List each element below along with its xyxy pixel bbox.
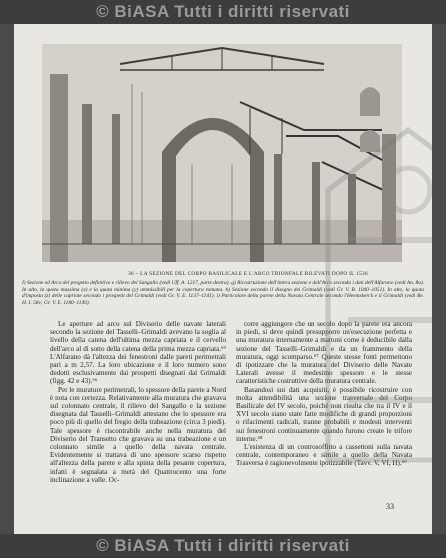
top-banner-text: © BiASA Tutti i diritti riservati — [96, 2, 350, 21]
book-page — [14, 24, 432, 534]
paragraph: Le aperture ad arco sul Diviserio delle navate laterali secondo la sezione del Tasselli–Grimaldi avevano la soglia al livello della catena dell'ultima mezza capriata e il cervello dell'arco al di sotto della catena della prima mezza capriata.⁶⁹ L'Alfarano dà l'altezza dei fenestroni dalle pareti perimetrali pari a m 2,57. La loro ubicazione e il loro numero sono dedotti esclusivamente dai prospetti disegnati dal Grimaldi (figg. 42 e 43).⁶⁶ — [50, 320, 226, 386]
bottom-banner-text: © BiASA Tutti i diritti riservati — [96, 536, 350, 555]
top-copyright-banner — [0, 0, 446, 24]
paragraph: L'esistenza di un controsoffitto a cassettoni sulla navata centrale, contemporaneo e simile a quello della Navata Trasversa è ragionevolmente ipotizzabile (Tavv. V, VI, H).⁶⁹ — [236, 443, 412, 468]
text-column-left — [50, 320, 226, 484]
figure-caption: I) Sezione ed Arco del progetto definitivo e rilievo del Sangallo (vedi Uff. A. 1217, parte destra). g) Ricostruzione dell'intera sezione e dell'Arco secondo i dati dell'Alfarano (vedi An. 8a). In alto, la quota massima (x) e la quota minima (y) ammissibili per la copertura romana. h) Sezione secondo il disegno dei Grimaldi (vedi Gr. V. B. 1040–1051). In alto, la quota d'imposta (z) delle capriate secondo i prospetti del Grimaldi (vedi Gr. V. E. 1137–1141). i) Particolare della parete della Navata Centrale secondo l'Heemskerck e il Grimaldi (vedi Be. H. I. 58v; Gr. V. E. 1180–1149). — [22, 280, 424, 306]
paragraph: corre aggiungere che un secolo dopo la parete era ancora in piedi, si deve quindi presupporre un'esecuzione perfetta e una muratura internamente a mattoni come è deducibile dalla sezione del Tasselli–Grimaldi e da un frammento della muratura, oggi scomparso.⁶⁷ Queste stesse fonti permettono di ipotizzare che la muratura del Diviserio delle Navate Laterali avesse il medesimo spessore e le stesse caratteristiche costruttive della muratura centrale. — [236, 320, 412, 386]
architectural-section-drawing — [42, 44, 402, 262]
basilica-section-illustration — [42, 44, 402, 262]
text-column-right — [236, 320, 412, 468]
figure-title: 36 – LA SEZIONE DEL CORPO BASILICALE E L'ARCO TRIONFALE RILEVATI DOPO IL 1536 — [128, 271, 368, 277]
paragraph: Basandosi sui dati acquisiti, è possibile ricostruire con molta attendibilità una sezione trasversale del Corpo Basilicale del IV secolo, poiché non risulta che tra il IV e il XVI secolo siano state fatte modifiche di grandi proporzioni o rifacimenti radicali, tranne probabili e modesti interventi sui fenestroni continuamente quando furono create le trifore interne.⁶⁸ — [236, 385, 412, 443]
paragraph: Per le murature perimetrali, lo spessore della parete a Nord è nota con certezza. Relativamente alla muratura che gravava sul colonnato centrale, il rilievo del Sangallo e la sezione disegnata dal Tasselli–Grimaldi attestano che lo spessore era poco più di quello del fregio della trabeazione (circa 3 piedi). Tale spessore è riscontrabile anche nella muratura del Diviserio del Transetto che gravava su una trabeazione e un colonnato simile a quello della navata centrale. Evidentemente si trattava di uno spessore scarso rispetto all'altezza della parete e alla spinta della pesante copertura, infatti è segnalata a metà del Quattrocento una forte inclinazione a valle. Oc- — [50, 385, 226, 484]
bottom-copyright-banner — [0, 534, 446, 558]
page-number: 33 — [386, 502, 394, 511]
